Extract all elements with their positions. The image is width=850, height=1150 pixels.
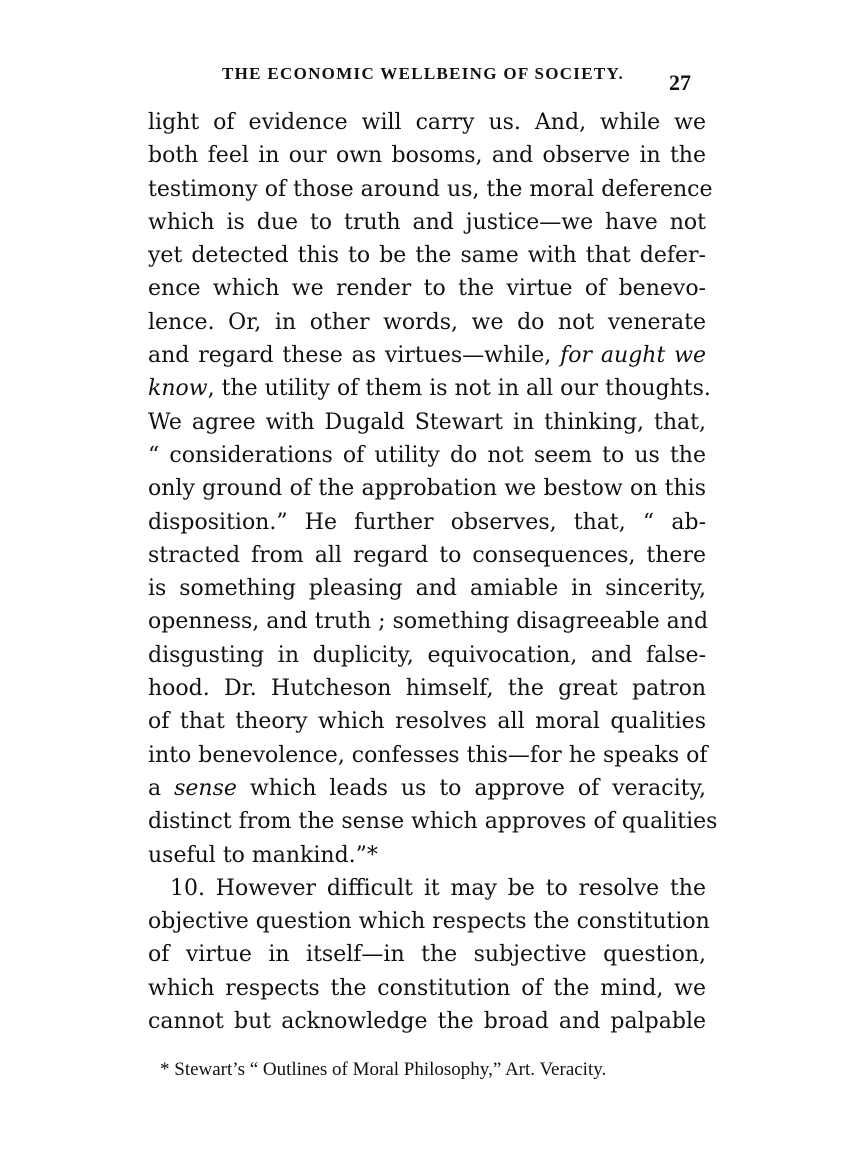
text-line: and regard these as virtues—while, for aught we [148, 343, 706, 369]
text-line: of virtue in itself—in the subjective question, [148, 942, 706, 968]
text-line: of that theory which resolves all moral qualities [148, 709, 706, 735]
text-line: a sense which leads us to approve of veracity, [148, 775, 706, 801]
text-line: “ considerations of utility do not seem to us the [148, 442, 706, 468]
text-line: light of evidence will carry us. And, while we [148, 110, 706, 135]
text-line: lence. Or, in other words, we do not venerate [148, 309, 706, 335]
text-line: know, the utility of them is not in all our thoughts. [148, 376, 711, 402]
text-line: useful to mankind.”* [148, 842, 378, 868]
text-line: which is due to truth and justice—we have not [148, 209, 706, 235]
text-line: distinct from the sense which approves of qualities [148, 809, 718, 835]
text-line: into benevolence, confesses this—for he speaks of [148, 742, 708, 768]
text-line-paragraph-start: 10. However difficult it may be to resolve the [170, 875, 706, 901]
italic-phrase: for aught we [560, 343, 706, 369]
running-head [0, 60, 850, 95]
text-line: only ground of the approbation we bestow on this [148, 476, 706, 502]
text-line: stracted from all regard to consequences, there [148, 542, 706, 568]
text-line: is something pleasing and amiable in sincerity, [148, 576, 706, 602]
text-line: which respects the constitution of the mind, we [148, 975, 706, 1001]
text-line: cannot but acknowledge the broad and palpable [148, 1009, 706, 1035]
page-number: 27 [669, 70, 691, 95]
text-line: both feel in our own bosoms, and observe in the [148, 143, 706, 169]
text-line: ence which we render to the virtue of benevo- [148, 276, 706, 302]
italic-phrase: know [148, 376, 208, 402]
text-line: openness, and truth ; something disagreeable and [148, 609, 709, 635]
text-line: We agree with Dugald Stewart in thinking, that, [148, 409, 706, 435]
text-line: disgusting in duplicity, equivocation, and false- [148, 642, 706, 668]
body-text [148, 106, 718, 1038]
italic-phrase: sense [174, 775, 237, 801]
text-line: hood. Dr. Hutcheson himself, the great patron [148, 676, 706, 702]
footnote: * Stewart’s “ Outlines of Moral Philosophy,” Art. Veracity. [160, 1059, 607, 1080]
text-line: yet detected this to be the same with that defer- [148, 243, 706, 269]
running-head-title: THE ECONOMIC WELLBEING OF SOCIETY. [222, 64, 625, 83]
text-line: testimony of those around us, the moral deference [148, 176, 713, 202]
text-line: disposition.” He further observes, that, “ ab- [148, 509, 706, 535]
text-line: objective question which respects the constitution [148, 909, 710, 935]
